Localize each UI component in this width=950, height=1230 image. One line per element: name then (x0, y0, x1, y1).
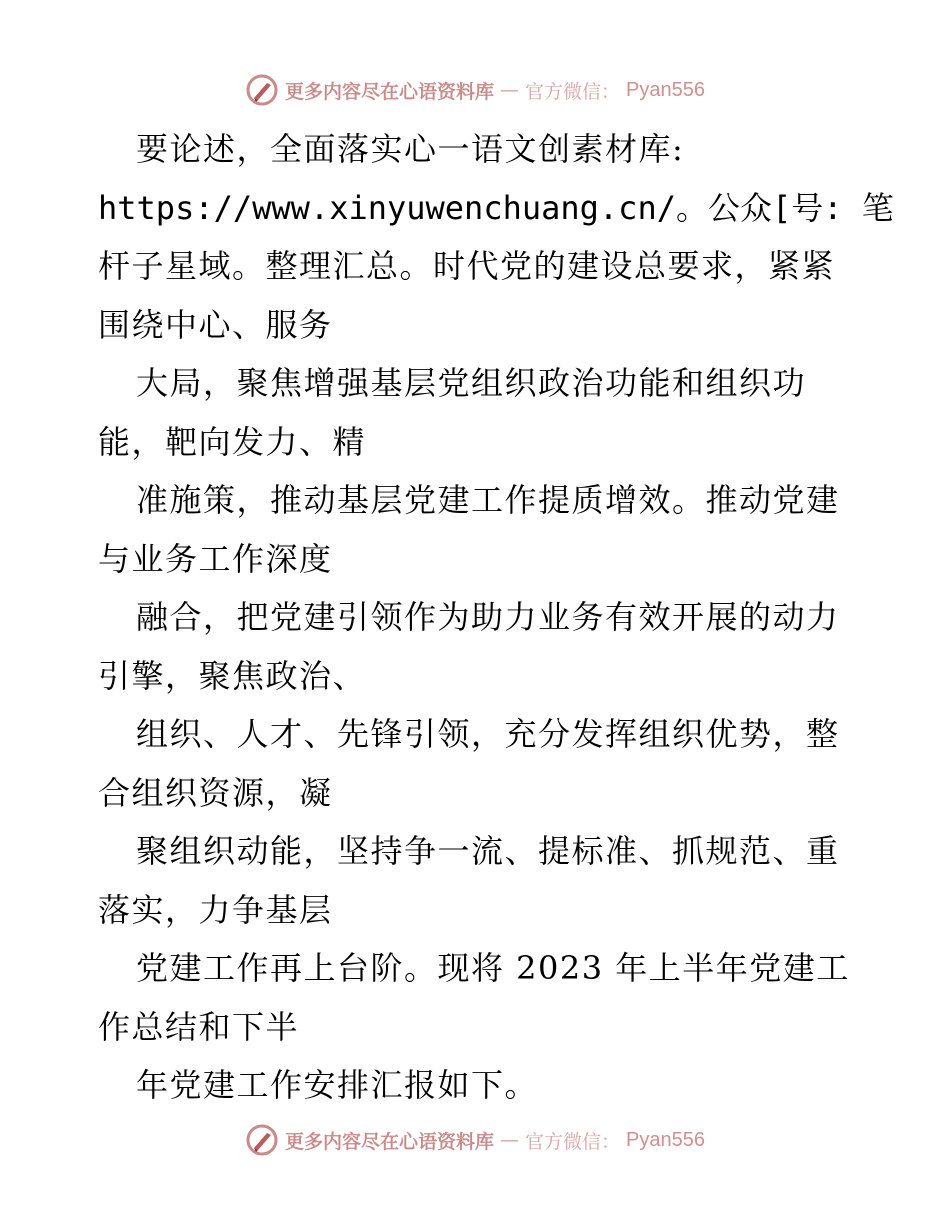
banner-title: 更多内容尽在心语资料库 (285, 80, 495, 103)
banner-separator: — (500, 79, 520, 101)
text-line: 准施策，推动基层党建工作提质增效。推动党建 (136, 481, 840, 519)
text-line: 能，靶向发力、精 (98, 422, 367, 461)
text-line: 围绕中心、服务 (98, 305, 333, 344)
text-line: 年党建工作安排汇报如下。 (136, 1066, 539, 1104)
text-line: 大局，聚焦增强基层党组织政治功能和组织功 (136, 364, 807, 402)
banner-account: Pyan556 (626, 1128, 705, 1151)
footer-banner (0, 1120, 950, 1160)
document-body (98, 120, 894, 1115)
banner-separator: — (500, 1129, 520, 1151)
pen-logo-icon (245, 1123, 279, 1157)
text-line: 组织、人才、先锋引领，充分发挥组织优势，整 (136, 715, 840, 753)
banner-label: 官方微信： (525, 1130, 621, 1153)
text-line: 作总结和下半 (98, 1007, 300, 1046)
text-line: 杆子星域。整理汇总。时代党的建设总要求，紧紧 (98, 247, 836, 285)
text-line: 融合，把党建引领作为助力业务有效开展的动力 (136, 598, 840, 636)
banner-title: 更多内容尽在心语资料库 (285, 1130, 495, 1153)
text-line: 党建工作再上台阶。现将 2023 年上半年党建工 (136, 949, 850, 987)
text-line: 与业务工作深度 (98, 539, 333, 578)
text-line: 要论述，全面落实心一语文创素材库: (136, 130, 685, 168)
pen-logo-icon (245, 73, 279, 107)
text-line: https://www.xinyuwenchuang.cn/。公众[号: 笔 (98, 188, 894, 227)
text-line: 聚组织动能，坚持争一流、提标准、抓规范、重 (136, 832, 840, 870)
text-line: 落实，力争基层 (98, 890, 333, 929)
text-line: 合组织资源，凝 (98, 773, 333, 812)
header-banner (0, 70, 950, 110)
banner-label: 官方微信： (525, 80, 621, 103)
text-line: 引擎，聚焦政治、 (98, 656, 367, 695)
banner-account: Pyan556 (626, 78, 705, 101)
